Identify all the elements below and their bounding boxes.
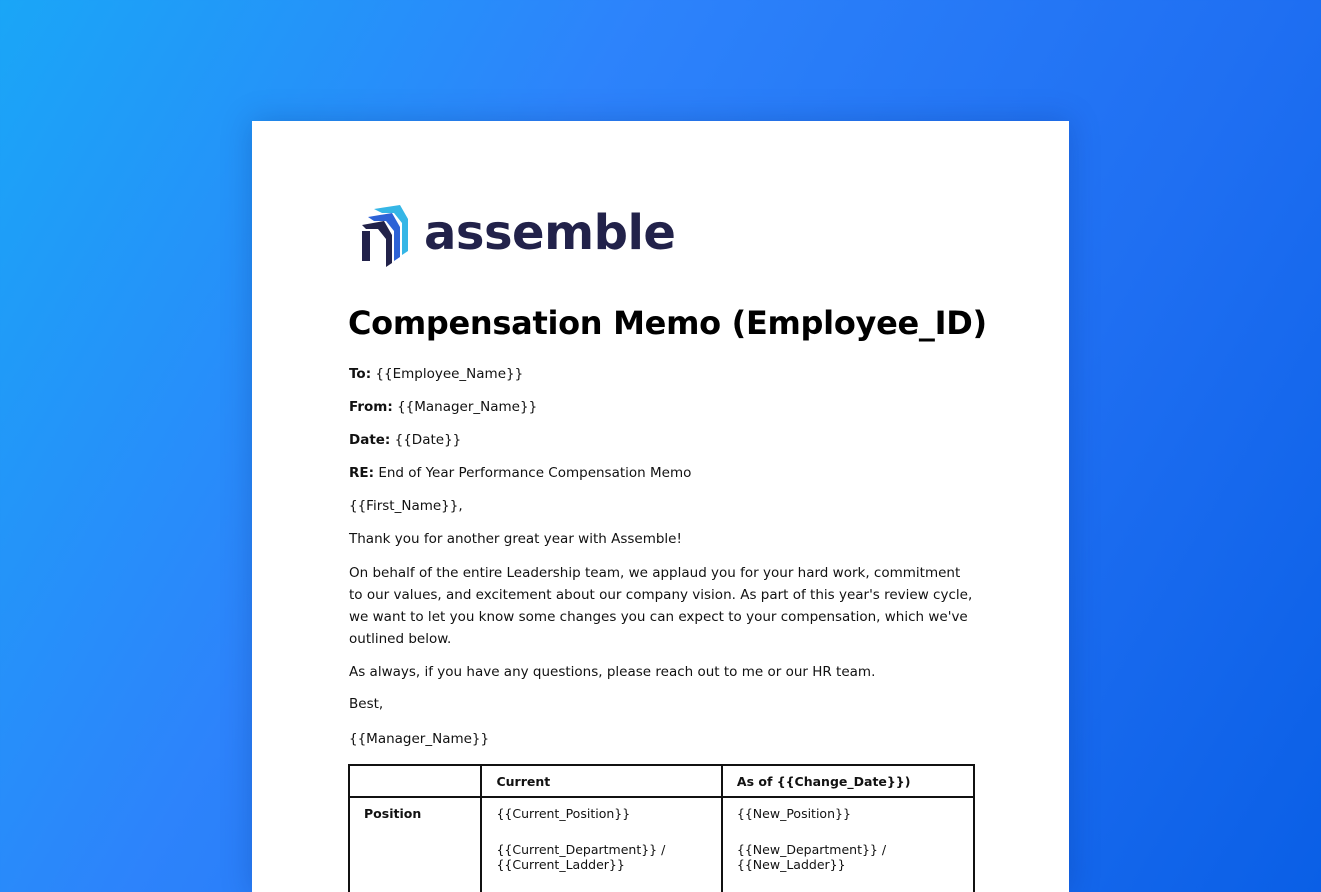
date-line — [349, 432, 461, 448]
re-value: End of Year Performance Compensation Memo — [378, 465, 692, 481]
current-ladder: {{Current_Ladder}} — [496, 857, 625, 872]
new-ladder: {{New_Ladder}} — [736, 857, 846, 872]
new-cell — [722, 797, 974, 892]
table-header-current: Current — [481, 765, 721, 797]
body-paragraph: On behalf of the entire Leadership team, we applaud you for your hard work, commitment to our values, and excitement about our company vision. As part of this year's review cycle, we want to let you know some changes you can expect to your compensation, which we've outlined below. — [349, 565, 973, 647]
assemble-wordmark: assemble — [424, 205, 676, 261]
memo-document — [252, 121, 1069, 892]
current-department: {{Current_Department}} / — [496, 842, 666, 857]
row-label-position — [349, 797, 481, 892]
date-value: {{Date}} — [394, 432, 462, 448]
re-label: RE: — [349, 465, 375, 481]
to-label: To: — [349, 366, 372, 382]
table-row — [349, 797, 974, 892]
current-cell — [481, 797, 721, 892]
to-line — [349, 366, 523, 382]
new-department: {{New_Department}} / — [736, 842, 887, 857]
table-header-row — [349, 765, 974, 797]
assemble-logo — [360, 205, 675, 267]
table-header-empty — [349, 765, 481, 797]
closing-line: Best, — [349, 696, 384, 712]
greeting: {{First_Name}}, — [349, 498, 463, 514]
date-label: Date: — [349, 432, 391, 448]
signature-line: {{Manager_Name}} — [349, 731, 490, 747]
assemble-logo-icon — [360, 205, 410, 267]
from-label: From: — [349, 399, 393, 415]
to-value: {{Employee_Name}} — [375, 366, 524, 382]
new-position: {{New_Position}} — [736, 806, 851, 821]
re-line — [349, 465, 691, 481]
memo-title: Compensation Memo (Employee_ID) — [348, 304, 987, 342]
thanks-line: Thank you for another great year with Assemble! — [349, 531, 682, 547]
from-value: {{Manager_Name}} — [397, 399, 538, 415]
from-line — [349, 399, 537, 415]
compensation-table — [348, 764, 975, 892]
position-label: Position — [364, 806, 422, 821]
current-position: {{Current_Position}} — [496, 806, 631, 821]
table-header-new: As of {{Change_Date}}) — [722, 765, 974, 797]
questions-line: As always, if you have any questions, please reach out to me or our HR team. — [349, 664, 876, 680]
